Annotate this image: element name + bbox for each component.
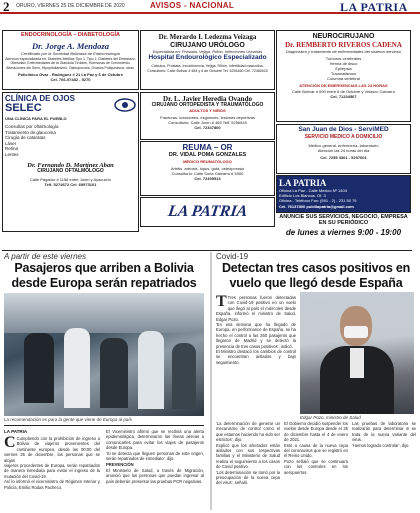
ad-office-line: Oficina La Paz - Calle Mexico Nº 1403 (279, 188, 347, 193)
ad-neuro-doctor: Dr. REMBERTO RIVEROS CADENA (285, 41, 402, 50)
ad-neuro-highlight: ATENCIÓN DE EMERGENCIAS LAS 24 HORAS (299, 83, 388, 89)
ad-uro-hospital: Hospital Endourológico Especializado (148, 54, 267, 62)
article1-paragraph: El Ministerio de Salud, a través de Migración, anunció que las personas que puedan ingresar al país deberán presentar las pruebas PCR negativas. (106, 467, 204, 484)
ad-endo-line: Obesidad, Enfermedades de la Glándula Tiroides, Hormonas de Crecimiento, (10, 61, 131, 66)
article1-headline: Pasajeros que arriben a Bolivia desde Europa serán repatriados (11, 261, 197, 290)
ad-servimed-phone: Cel. 7255 3361 - 5257001 (320, 155, 367, 161)
article2-paragraph: 'En esa semana que ha llegado de Europa, en performance de España, se ha hecho el control a las 260 pasajeros que llegaron de Madrid y se detectó la presencia de tres casos positivos', indicó. (216, 322, 296, 349)
article2-column-1 (216, 295, 296, 413)
ad-reuma-doctor: DR. VIDAL POMA GONZALES (168, 152, 247, 159)
article1-subhead: PREVENCIÓN (106, 462, 134, 468)
ad-neuro-item: Hernia de disco (329, 61, 358, 67)
article2-caption: Edgar Pozo, ministro de Salud (300, 415, 361, 420)
ad-endo-line: Atención especializada en: Diabetes Mellitus Tipo 1, Tipo 2, Diabetes del Embarazo, (5, 56, 136, 61)
article2-paragraph: El Gobierno decidió suspender los vuelos desde Europa desde el 25 de diciembre hasta el 4 de enero de 2021. (284, 421, 348, 443)
ad-endo-line: Alteraciones del Sexo, Hipopituitarismo, Osteoporosis, Ovarios Poliquísticos, otras. (6, 65, 135, 70)
article1-paragraph: Así lo informó el viceministro de Régimen Interior y Policía, Emilio Rodas Pacheco. (4, 479, 100, 490)
ad-neuro-address: Calle Bolívar # 690 entre 6 de Octubre y Velasco Galvarro (292, 89, 395, 95)
article2-paragraph: 'Los determinación se tomó por la preocupación de la nueva cepa del virus', señaló. (216, 469, 280, 486)
ad-heredia-doctor: Dr. L. Javier Heredia Ovando (163, 95, 252, 103)
ad-eye-clinic (2, 92, 139, 232)
ad-reuma-sub: MÉDICO REUMATÓLOGO (183, 159, 232, 165)
ad-endo-phone: Cel. 766-97482 - 5270 (50, 76, 91, 82)
la-patria-logo: LA PATRIA (166, 203, 249, 220)
article2-column-2 (216, 421, 280, 511)
ad-selec-item: Tratamiento de glaucoma (5, 129, 56, 135)
article2-paragraph: Esto a causa de la nueva cepa del coronavirus que se registró en el Reino Unido. (284, 442, 348, 459)
column-divider (210, 252, 212, 510)
ad-heredia-line: Fracturas, luxaciones, esguinces, lesiones deportivas (160, 115, 255, 121)
ad-selec-brand: SELEC (5, 102, 42, 115)
ad-selec-item: Cirugía de cataratas (5, 135, 46, 141)
ad-servimed-title: San Juan de Dios - ServiMED (298, 126, 389, 133)
ad-office-title: LA PATRIA (279, 178, 327, 188)
article1-column-2 (106, 429, 204, 511)
ad-neuro-phone: Cel. 71234567 (330, 94, 357, 100)
ad-notice (276, 214, 411, 248)
divider (4, 425, 204, 426)
ad-office-line: Oficina - Teléfono Fax: (591 - 2) - 231 50 79 (279, 198, 357, 203)
ad-uro-doctor: Dr. Merardo I. Ledezma Veizaga (158, 33, 257, 41)
ad-servimed-line: Atención las 24 horas del día (317, 148, 370, 154)
article2-column-4 (352, 421, 416, 511)
ad-neuro-sub: Diagnóstico y tratamiento de enfermedades del sistema nervioso (286, 49, 401, 55)
ad-office-line: Edificio Los Blancos, Of. 3 (279, 193, 326, 198)
article1-caption: La recomendación es para la gente que viene de Europa al país (4, 417, 132, 422)
ad-selec-phone: Telf. 5274672 Cel. 69973101 (44, 181, 97, 187)
article1-paragraph: C Cumpliendo con la prohibición de ingreso a Bolivia de viajeros provenientes del continente europeo, desde las 00:00 del viernes 25 de diciembre, las personas que se alojan (4, 434, 100, 463)
ad-neuro-item: Tumores cerebrales (325, 56, 362, 62)
ad-servimed-line: Médico general, enfermería, laboratorio (308, 143, 379, 149)
ad-urologist (140, 30, 275, 90)
ad-selec-slogan: UNA CLÍNICA PARA EL PUEBLO (5, 115, 67, 121)
ad-endo-doctor: Dr. Jorge A. Mendoza (32, 40, 109, 51)
ad-neuro-title: NEUROCIRUJANO (312, 33, 375, 40)
ad-neurosurgeon (276, 30, 411, 122)
ad-uro-title: CIRUJANO URÓLOGO (170, 42, 245, 49)
article1-kicker: A partir de este viernes (4, 252, 86, 261)
newspaper-logo: LA PATRIA (340, 0, 408, 14)
ad-heredia-sub: ADULTOS Y NIÑOS (189, 108, 226, 114)
ad-reuma-line: Artritis, artrosis, lupus, gota, osteoporosis (170, 166, 245, 172)
article2-column-3 (284, 421, 348, 511)
article2-photo (300, 292, 414, 414)
ad-heredia-line: Consultorio: Calle Junín # 465 Telf. 5256545 (168, 120, 247, 126)
eye-icon (114, 98, 136, 112)
ad-selec-item: Retina (5, 146, 19, 152)
ad-uro-line: Consultorio: Calle Bolivar # 484 y 6 de Octubre Tel. 5254460 Cel. 72480020 (147, 68, 268, 73)
notice-line2: EN SU PERIÓDICO (318, 220, 369, 226)
divider (2, 250, 412, 251)
ad-neuro-item: Columna vertebral (327, 76, 360, 82)
ad-servimed-sub: SERVICIO MEDICO A DOMICILIO (304, 133, 383, 140)
ad-reuma-title: REUMA – OR (182, 143, 233, 152)
article2-paragraph: Explicó que los afectados están aislados con sus respectivas familias y el Ministerio de Salud realiza el seguimiento a los casos de Covid positivo. (216, 442, 280, 470)
ad-endocrinology (2, 30, 139, 90)
ad-la-patria-office (276, 175, 411, 213)
article1-column-1 (4, 429, 100, 511)
article1-paragraph: viajeros procedentes de Europa, serán repatriados de manera inmediata para evitar el ingreso de la mutación del Covid-19. (4, 463, 100, 479)
ad-selec-title: CLÍNICA DE OJOS (5, 94, 75, 103)
ad-endo-sub: Certificado por la Sociedad Boliviana de Endocrinología (21, 50, 120, 56)
ad-neuro-item: Traumatismos (330, 71, 357, 77)
article1-source: LA PATRIA (4, 429, 28, 434)
ad-endo-address: Policlínico Ovar - Rodríguez # 21 La Paz y 6 de Octubre (18, 71, 123, 77)
ad-selec-item: Láser (5, 140, 17, 146)
ad-office-contact: Cel. 76137800 publilapatria@gmail.com (279, 204, 354, 209)
article2-paragraph: 'La determinación de generar un mecanismo de control como el que estamos haciendo ha sido ser estrictos', dijo. (216, 421, 280, 443)
ad-neuro-item: Epilepsia (335, 66, 352, 72)
la-patria-logo-box (140, 197, 275, 227)
ad-reuma-line: Consultorio: Calle Soria Galvarro # 5300 (171, 171, 244, 177)
ad-heredia-line: Cel. 72347800 (194, 125, 221, 131)
article2-paragraph: T Tres personas fueron detectadas con Covid-19 positivo en un vuelo que llegó al país el miércoles desde España, informó el ministro de Salud, Edgar Pozo. (216, 295, 296, 322)
ad-selec-item: Consultas por oftalmología (5, 123, 59, 129)
ad-selec-item: Lentes (5, 152, 19, 158)
ad-endo-title: ENDOCRINOLOGÍA – DIABETOLOGÍA (20, 32, 120, 38)
article2-paragraph: El Ministro destacó los cambios de control se encuentran aislados y bajo seguimiento. (216, 349, 296, 365)
ad-rheumatologist (140, 141, 275, 196)
article1-paragraph: El Viceministro afirmó que se recibirá una alerta epidemiológica, determinaron las líneas aéreas a comunicarles para evitar los viajes de pasajeros desde Europa. (106, 429, 204, 451)
article2-paragraph: Las pruebas de laboratorio se realizarán para determinar si se trata de la nueva variante del virus. (352, 421, 416, 443)
section-title: AVISOS - NACIONAL (150, 1, 235, 10)
ad-servimed (276, 124, 411, 174)
ad-reuma-line: Cel. 72495513 (194, 176, 221, 182)
ad-selec-title1: CIRUJANO OFTALMÓLOGO (37, 167, 104, 174)
notice-line1: ANUNCIE SUS SERVICIOS, NEGOCIO, EMPRESA (279, 214, 408, 220)
notice-line3: de lunes a viernes 9:00 - 19:00 (285, 228, 402, 237)
ad-selec-address: Calle Pagador # 1156 entre Junín y Ayacucho (29, 176, 112, 182)
article2-kicker: Covid-19 (216, 252, 249, 261)
ad-uro-sub: Especialista en: Próstata, Vejiga, Riñón, Infecciones Urinarias (152, 49, 263, 55)
ad-selec-doctor: Dr. Fernando D. Martínez Aban (27, 161, 114, 169)
article1-paragraph: 'Si se detecta que lleguen personas de este origen, serán repatriados de inmediato', dijo. (106, 450, 204, 462)
article2-headline: Detectan tres casos positivos en vuelo que llegó desde España (221, 261, 411, 290)
header-date: ORURO, VIERNES 25 DE DICIEMBRE DE 2020 (16, 3, 125, 9)
page-number: 2 (3, 0, 10, 14)
article1-photo (4, 293, 204, 416)
article2-paragraph: 'Hemos logrado controlar', dijo. (352, 442, 410, 448)
ad-traumatologist (140, 92, 275, 140)
article2-paragraph: Pozo señaló que se continuará con los controles en los aeropuertos. (284, 458, 348, 475)
ad-uro-line: Cálculos, Próstata, Incontinencia, Vejiga, Riñón, Infertilidad masculina. (151, 64, 264, 69)
ad-heredia-title: CIRUJANO ORTOPEDISTA Y TRAUMATÓLOGO (151, 102, 264, 108)
